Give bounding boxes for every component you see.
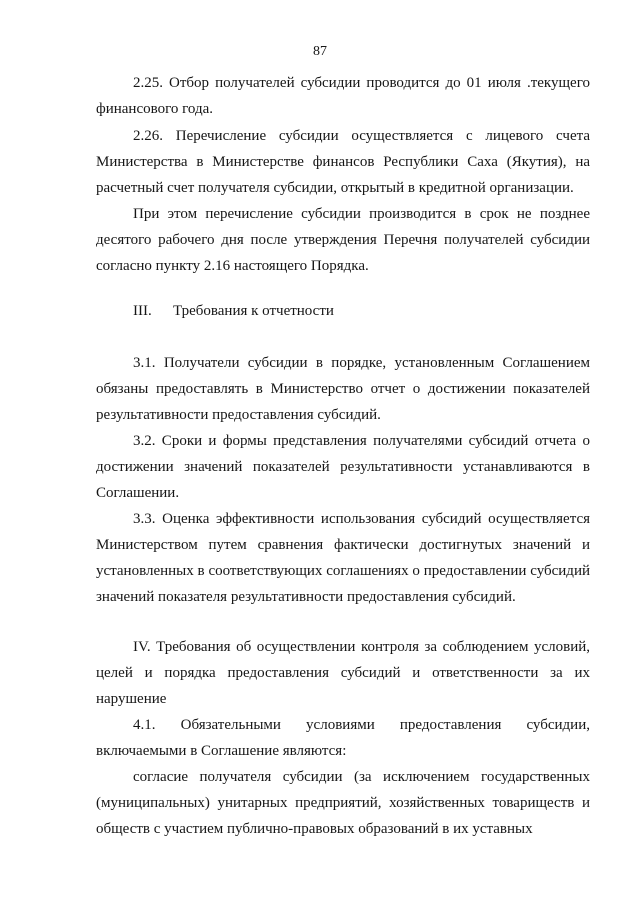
paragraph-transfer-deadline: При этом перечисление субсидии производится в срок не позднее десятого рабочего дня после утверждения Перечня получателей субсидии согласно пункту 2.16 настоящего Порядка. — [96, 206, 590, 274]
section-3-heading — [133, 298, 334, 324]
paragraph-3-1: 3.1. Получатели субсидии в порядке, установленным Соглашением обязаны предоставлять в Министерство отчет о достижении показателей результативности предоставления субсидий. — [96, 355, 590, 423]
paragraph-2-26: 2.26. Перечисление субсидии осуществляется с лицевого счета Министерства в Министерстве финансов Республики Саха (Якутия), на расчетный счет получателя субсидии, открытый в кредитной организации. — [96, 128, 590, 196]
paragraph-3-2: 3.2. Сроки и формы представления получателями субсидий отчета о достижении значений показателей результативности устанавливаются в Соглашении. — [96, 433, 590, 501]
section-3-number: III. — [133, 303, 152, 319]
section-3-title: Требования к отчетности — [173, 303, 334, 319]
paragraph-consent: согласие получателя субсидии (за исключением государственных (муниципальных) унитарных предприятий, хозяйственных товариществ и обществ с участием публично-правовых образований в их уставных — [96, 769, 590, 837]
paragraph-4-1: 4.1. Обязательными условиями предоставления субсидии, включаемыми в Соглашение являются: — [96, 717, 590, 759]
page-number: 87 — [313, 44, 327, 59]
section-4-heading: IV. Требования об осуществлении контроля за соблюдением условий, целей и порядка предоставления субсидий и ответственности за их нарушение — [96, 639, 590, 707]
paragraph-2-25: 2.25. Отбор получателей субсидии проводится до 01 июля .текущего финансового года. — [96, 75, 590, 117]
paragraph-3-3: 3.3. Оценка эффективности использования субсидий осуществляется Министерством путем сравнения фактически достигнутых значений и установленных в соответствующих соглашениях о предоставлении субсидий значений показателя результативности предоставления субсидий. — [96, 511, 590, 605]
